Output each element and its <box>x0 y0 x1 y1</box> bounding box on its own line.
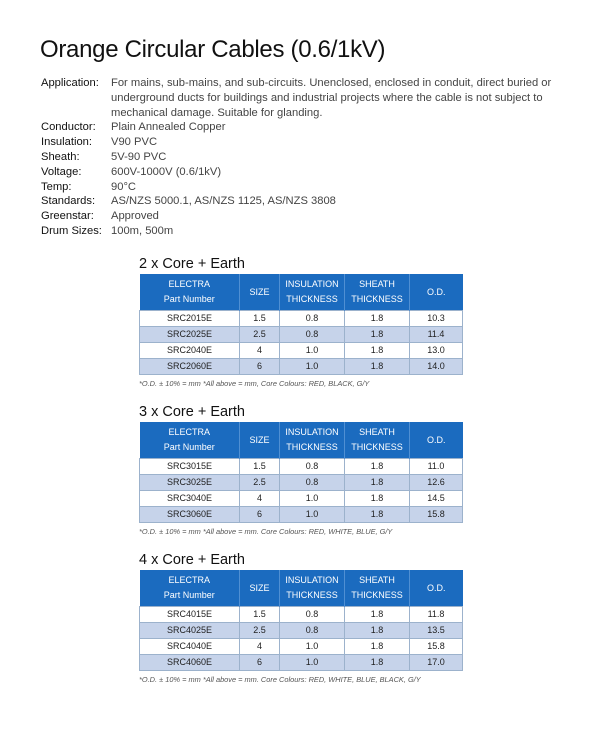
table-row <box>140 359 463 375</box>
cell-od: 14.0 <box>410 359 463 375</box>
spec-label: Insulation: <box>41 136 92 149</box>
cell-insulation: 1.0 <box>280 655 345 671</box>
table-row <box>140 475 463 491</box>
spec-value: For mains, sub-mains, and sub-circuits. Unenclosed, enclosed in conduit, direct buried or underground ducts for buildings and industrial projects where the cable is not subject to mechanical damage. Suitable for glanding. <box>111 77 552 119</box>
table-header-row <box>140 274 463 311</box>
header-text: Part Number <box>163 590 215 600</box>
cell-insulation: 0.8 <box>280 475 345 491</box>
table-row <box>140 311 463 327</box>
section-title: 3 x Core + Earth <box>139 404 245 420</box>
header-text: Part Number <box>163 442 215 452</box>
cell-size: 4 <box>240 639 280 655</box>
cell-part: SRC4060E <box>140 655 240 671</box>
spec-label: Standards: <box>41 195 96 208</box>
cell-sheath: 1.8 <box>345 327 410 343</box>
cell-od: 11.4 <box>410 327 463 343</box>
spec-label: Drum Sizes: <box>41 224 102 237</box>
cell-size: 2.5 <box>240 327 280 343</box>
spec-value: Plain Annealed Copper <box>111 121 226 134</box>
header-text: SHEATH <box>359 427 395 437</box>
header-text: ELECTRA <box>168 427 210 437</box>
header-text: ELECTRA <box>168 575 210 585</box>
cell-sheath: 1.8 <box>345 623 410 639</box>
cell-od: 13.5 <box>410 623 463 639</box>
cell-od: 14.5 <box>410 491 463 507</box>
cell-part: SRC4040E <box>140 639 240 655</box>
section-4-core <box>139 552 462 684</box>
header-text: THICKNESS <box>286 590 338 600</box>
spec-value: 90°C <box>111 180 136 193</box>
table-note: *O.D. ± 10% = mm *All above = mm, Core Colours: RED, BLACK, G/Y <box>139 379 370 388</box>
cable-table <box>139 274 463 375</box>
cell-size: 6 <box>240 507 280 523</box>
header-text: THICKNESS <box>286 442 338 452</box>
col-header-insulation <box>280 570 345 607</box>
spec-application <box>41 76 561 120</box>
header-text: INSULATION <box>285 575 339 585</box>
header-text: THICKNESS <box>351 442 403 452</box>
table-row <box>140 491 463 507</box>
spec-value: AS/NZS 5000.1, AS/NZS 1125, AS/NZS 3808 <box>111 195 336 208</box>
table-row <box>140 507 463 523</box>
cell-sheath: 1.8 <box>345 359 410 375</box>
cell-insulation: 1.0 <box>280 343 345 359</box>
col-header-size: SIZE <box>240 570 280 607</box>
table-row <box>140 623 463 639</box>
section-title: 4 x Core + Earth <box>139 552 245 568</box>
col-header-od: O.D. <box>410 274 463 311</box>
col-header-insulation <box>280 274 345 311</box>
cell-od: 11.8 <box>410 607 463 623</box>
table-row <box>140 639 463 655</box>
section-title: 2 x Core + Earth <box>139 256 245 272</box>
col-header-od: O.D. <box>410 570 463 607</box>
table-note: *O.D. ± 10% = mm *All above = mm. Core Colours: RED, WHITE, BLUE, BLACK, G/Y <box>139 675 421 684</box>
col-header-od: O.D. <box>410 422 463 459</box>
spec-greenstar <box>41 209 561 224</box>
cell-size: 4 <box>240 491 280 507</box>
header-text: INSULATION <box>285 279 339 289</box>
cell-sheath: 1.8 <box>345 607 410 623</box>
cell-part: SRC3025E <box>140 475 240 491</box>
header-text: SHEATH <box>359 279 395 289</box>
cell-insulation: 1.0 <box>280 507 345 523</box>
header-text: ELECTRA <box>168 279 210 289</box>
cell-od: 15.8 <box>410 639 463 655</box>
spec-value: 5V-90 PVC <box>111 150 167 163</box>
spec-label: Conductor: <box>41 121 96 134</box>
cell-sheath: 1.8 <box>345 507 410 523</box>
cell-sheath: 1.8 <box>345 459 410 475</box>
table-note: *O.D. ± 10% = mm *All above = mm. Core Colours: RED, WHITE, BLUE, G/Y <box>139 527 393 536</box>
cell-sheath: 1.8 <box>345 491 410 507</box>
section-3-core <box>139 404 462 536</box>
header-text: SHEATH <box>359 575 395 585</box>
cell-size: 1.5 <box>240 459 280 475</box>
cell-part: SRC3040E <box>140 491 240 507</box>
cell-od: 13.0 <box>410 343 463 359</box>
cell-insulation: 0.8 <box>280 311 345 327</box>
col-header-insulation <box>280 422 345 459</box>
cell-part: SRC4015E <box>140 607 240 623</box>
cell-sheath: 1.8 <box>345 475 410 491</box>
spec-value: V90 PVC <box>111 136 158 149</box>
cell-insulation: 1.0 <box>280 639 345 655</box>
cell-insulation: 0.8 <box>280 623 345 639</box>
col-header-size: SIZE <box>240 274 280 311</box>
spec-label: Application: <box>41 77 99 89</box>
cell-part: SRC3015E <box>140 459 240 475</box>
spec-conductor <box>41 120 561 135</box>
table-row <box>140 459 463 475</box>
cell-insulation: 1.0 <box>280 359 345 375</box>
cell-insulation: 0.8 <box>280 459 345 475</box>
cell-sheath: 1.8 <box>345 343 410 359</box>
cell-part: SRC2015E <box>140 311 240 327</box>
spec-value: Approved <box>111 210 159 223</box>
cell-part: SRC3060E <box>140 507 240 523</box>
col-header-sheath <box>345 422 410 459</box>
header-text: THICKNESS <box>351 294 403 304</box>
spec-value: 600V-1000V (0.6/1kV) <box>111 165 222 178</box>
spec-label: Voltage: <box>41 165 82 178</box>
table-header-row <box>140 570 463 607</box>
page-title: Orange Circular Cables (0.6/1kV) <box>40 36 386 63</box>
cell-sheath: 1.8 <box>345 311 410 327</box>
table-row <box>140 343 463 359</box>
col-header-part <box>140 274 240 311</box>
table-row <box>140 327 463 343</box>
col-header-part <box>140 570 240 607</box>
header-text: INSULATION <box>285 427 339 437</box>
header-text: THICKNESS <box>351 590 403 600</box>
cell-od: 12.6 <box>410 475 463 491</box>
spec-temp <box>41 180 561 195</box>
cell-size: 2.5 <box>240 623 280 639</box>
cell-part: SRC2060E <box>140 359 240 375</box>
cell-od: 17.0 <box>410 655 463 671</box>
col-header-size: SIZE <box>240 422 280 459</box>
spec-value: 100m, 500m <box>111 224 174 237</box>
spec-standards <box>41 194 561 209</box>
spec-voltage <box>41 165 561 180</box>
cell-sheath: 1.8 <box>345 655 410 671</box>
spec-sheath <box>41 150 561 165</box>
col-header-part <box>140 422 240 459</box>
cable-table <box>139 570 463 671</box>
cell-size: 4 <box>240 343 280 359</box>
cell-insulation: 0.8 <box>280 327 345 343</box>
col-header-sheath <box>345 570 410 607</box>
cable-table <box>139 422 463 523</box>
table-row <box>140 607 463 623</box>
spec-label: Temp: <box>41 180 72 193</box>
spec-list <box>41 76 561 239</box>
cell-insulation: 1.0 <box>280 491 345 507</box>
cell-od: 11.0 <box>410 459 463 475</box>
spec-label: Sheath: <box>41 150 80 163</box>
section-2-core <box>139 256 462 388</box>
cell-size: 6 <box>240 359 280 375</box>
cell-size: 6 <box>240 655 280 671</box>
cell-sheath: 1.8 <box>345 639 410 655</box>
header-text: THICKNESS <box>286 294 338 304</box>
cell-part: SRC2025E <box>140 327 240 343</box>
spec-drum-sizes <box>41 224 561 239</box>
table-header-row <box>140 422 463 459</box>
cell-size: 1.5 <box>240 607 280 623</box>
cell-part: SRC2040E <box>140 343 240 359</box>
cell-od: 15.8 <box>410 507 463 523</box>
header-text: Part Number <box>163 294 215 304</box>
cell-part: SRC4025E <box>140 623 240 639</box>
cell-insulation: 0.8 <box>280 607 345 623</box>
spec-label: Greenstar: <box>41 210 94 223</box>
col-header-sheath <box>345 274 410 311</box>
spec-insulation <box>41 135 561 150</box>
cell-od: 10.3 <box>410 311 463 327</box>
cell-size: 1.5 <box>240 311 280 327</box>
cell-size: 2.5 <box>240 475 280 491</box>
table-row <box>140 655 463 671</box>
